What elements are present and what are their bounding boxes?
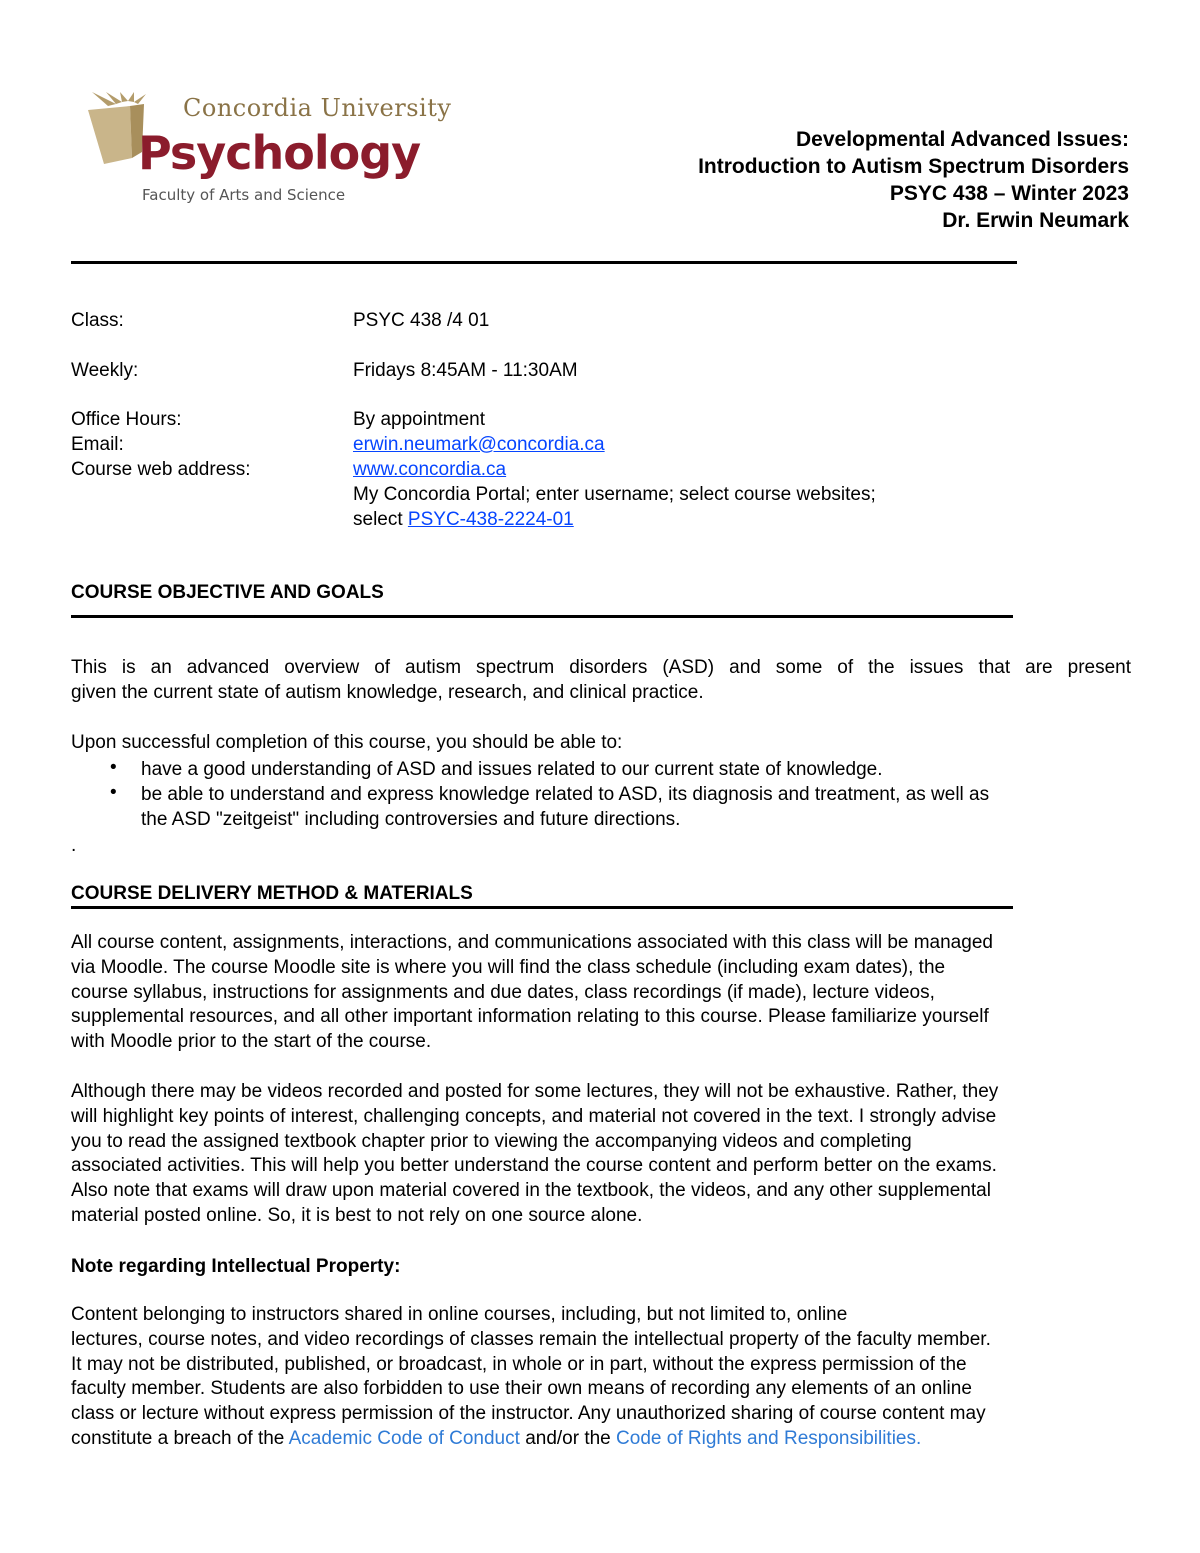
academic-code-link[interactable]: Academic Code of Conduct [288, 1427, 520, 1449]
stray-period: . [71, 835, 77, 856]
paragraph-line: It may not be distributed, published, or broadcast, in whole or in part, without the express permission of the [71, 1353, 967, 1375]
paragraph-line: supplemental resources, and all other important information relating to this course. Please familiarize yourself [71, 1006, 989, 1028]
delivery-heading: COURSE DELIVERY METHOD & MATERIALS [71, 883, 473, 904]
class-label: Class: [71, 310, 124, 331]
logo-department-name: Psychology [138, 126, 421, 180]
logo-university-name: Concordia University [183, 94, 452, 122]
paragraph-line: given the current state of autism knowledge, research, and clinical practice. [71, 681, 704, 703]
select-course-line [353, 507, 574, 532]
objectives-heading: COURSE OBJECTIVE AND GOALS [71, 582, 384, 603]
instructor-name: Dr. Erwin Neumark [942, 209, 1129, 232]
outcome-item-2 [141, 782, 1131, 832]
delivery-divider [71, 906, 1013, 909]
paragraph-line: associated activities. This will help you better understand the course content and perform better on the exams. [71, 1155, 997, 1177]
weekly-label: Weekly: [71, 360, 139, 381]
outcome-item-1: have a good understanding of ASD and issues related to our current state of knowledge. [141, 759, 883, 780]
weekly-value: Fridays 8:45AM - 11:30AM [353, 360, 578, 381]
paragraph-line [71, 1427, 1131, 1452]
web-address-label: Course web address: [71, 459, 251, 480]
office-hours-label: Office Hours: [71, 409, 182, 430]
ip-last-mid: and/or the [525, 1427, 611, 1449]
delivery-paragraph-2 [71, 1080, 1131, 1229]
class-value: PSYC 438 /4 01 [353, 310, 490, 331]
course-title-line2: Introduction to Autism Spectrum Disorders [698, 155, 1129, 178]
bullet-icon: • [110, 782, 117, 803]
select-text: select [353, 509, 403, 530]
portal-instructions: My Concordia Portal; enter username; select course websites; [353, 484, 876, 505]
course-title-line1: Developmental Advanced Issues: [795, 128, 1129, 151]
objectives-paragraph [71, 656, 1131, 706]
paragraph-line: Also note that exams will draw upon material covered in the textbook, the videos, and any other supplemental [71, 1180, 991, 1202]
paragraph-line: you to read the assigned textbook chapter prior to viewing the accompanying videos and completing [71, 1130, 912, 1152]
website-link[interactable]: www.concordia.ca [353, 459, 507, 480]
paragraph-line: lectures, course notes, and video recordings of classes remain the intellectual property of the faculty member. [71, 1328, 991, 1350]
course-site-link[interactable]: PSYC-438-2224-01 [407, 509, 574, 530]
ip-paragraph [71, 1303, 1131, 1452]
paragraph-line: class or lecture without express permission of the instructor. Any unauthorized sharing of course content may [71, 1403, 986, 1425]
paragraph-line: material posted online. So, it is best to not rely on one source alone. [71, 1204, 643, 1226]
paragraph-line: with Moodle prior to the start of the course. [71, 1031, 432, 1053]
paragraph-line: Although there may be videos recorded and posted for some lectures, they will not be exhaustive. Rather, they [71, 1081, 999, 1102]
paragraph-line: Content belonging to instructors shared in online courses, including, but not limited to, online [71, 1304, 848, 1325]
rights-code-link[interactable]: Code of Rights and Responsibilities. [616, 1427, 922, 1449]
ip-last-prefix: constitute a breach of the [71, 1427, 285, 1449]
book-icon [86, 92, 146, 172]
delivery-paragraph-1 [71, 931, 1131, 1055]
bullet-icon: • [110, 757, 117, 778]
outcomes-intro: Upon successful completion of this course, you should be able to: [71, 732, 623, 753]
paragraph-line: This is an advanced overview of autism spectrum disorders (ASD) and some of the issues that are present [71, 657, 1131, 678]
paragraph-line: be able to understand and express knowledge related to ASD, its diagnosis and treatment, as well as [141, 784, 990, 805]
paragraph-line: via Moodle. The course Moodle site is where you will find the class schedule (including exam dates), the [71, 956, 946, 978]
course-code-term: PSYC 438 – Winter 2023 [889, 182, 1129, 205]
logo-faculty-name: Faculty of Arts and Science [142, 186, 346, 204]
concordia-psychology-logo [86, 92, 452, 210]
header-divider [71, 261, 1017, 264]
paragraph-line: All course content, assignments, interactions, and communications associated with this class will be managed [71, 932, 993, 953]
office-hours-value: By appointment [353, 409, 486, 430]
paragraph-line: course syllabus, instructions for assignments and due dates, class recordings (if made), lecture videos, [71, 981, 935, 1003]
paragraph-line: faculty member. Students are also forbidden to use their own means of recording any elements of an online [71, 1378, 972, 1400]
objectives-divider [71, 615, 1013, 618]
paragraph-line: will highlight key points of interest, challenging concepts, and material not covered in the text. I strongly advise [71, 1105, 997, 1127]
email-link[interactable]: erwin.neumark@concordia.ca [353, 434, 605, 455]
email-label: Email: [71, 434, 124, 455]
ip-heading: Note regarding Intellectual Property: [71, 1256, 401, 1277]
course-header [698, 126, 1129, 234]
paragraph-line: the ASD "zeitgeist" including controversies and future directions. [141, 809, 681, 830]
